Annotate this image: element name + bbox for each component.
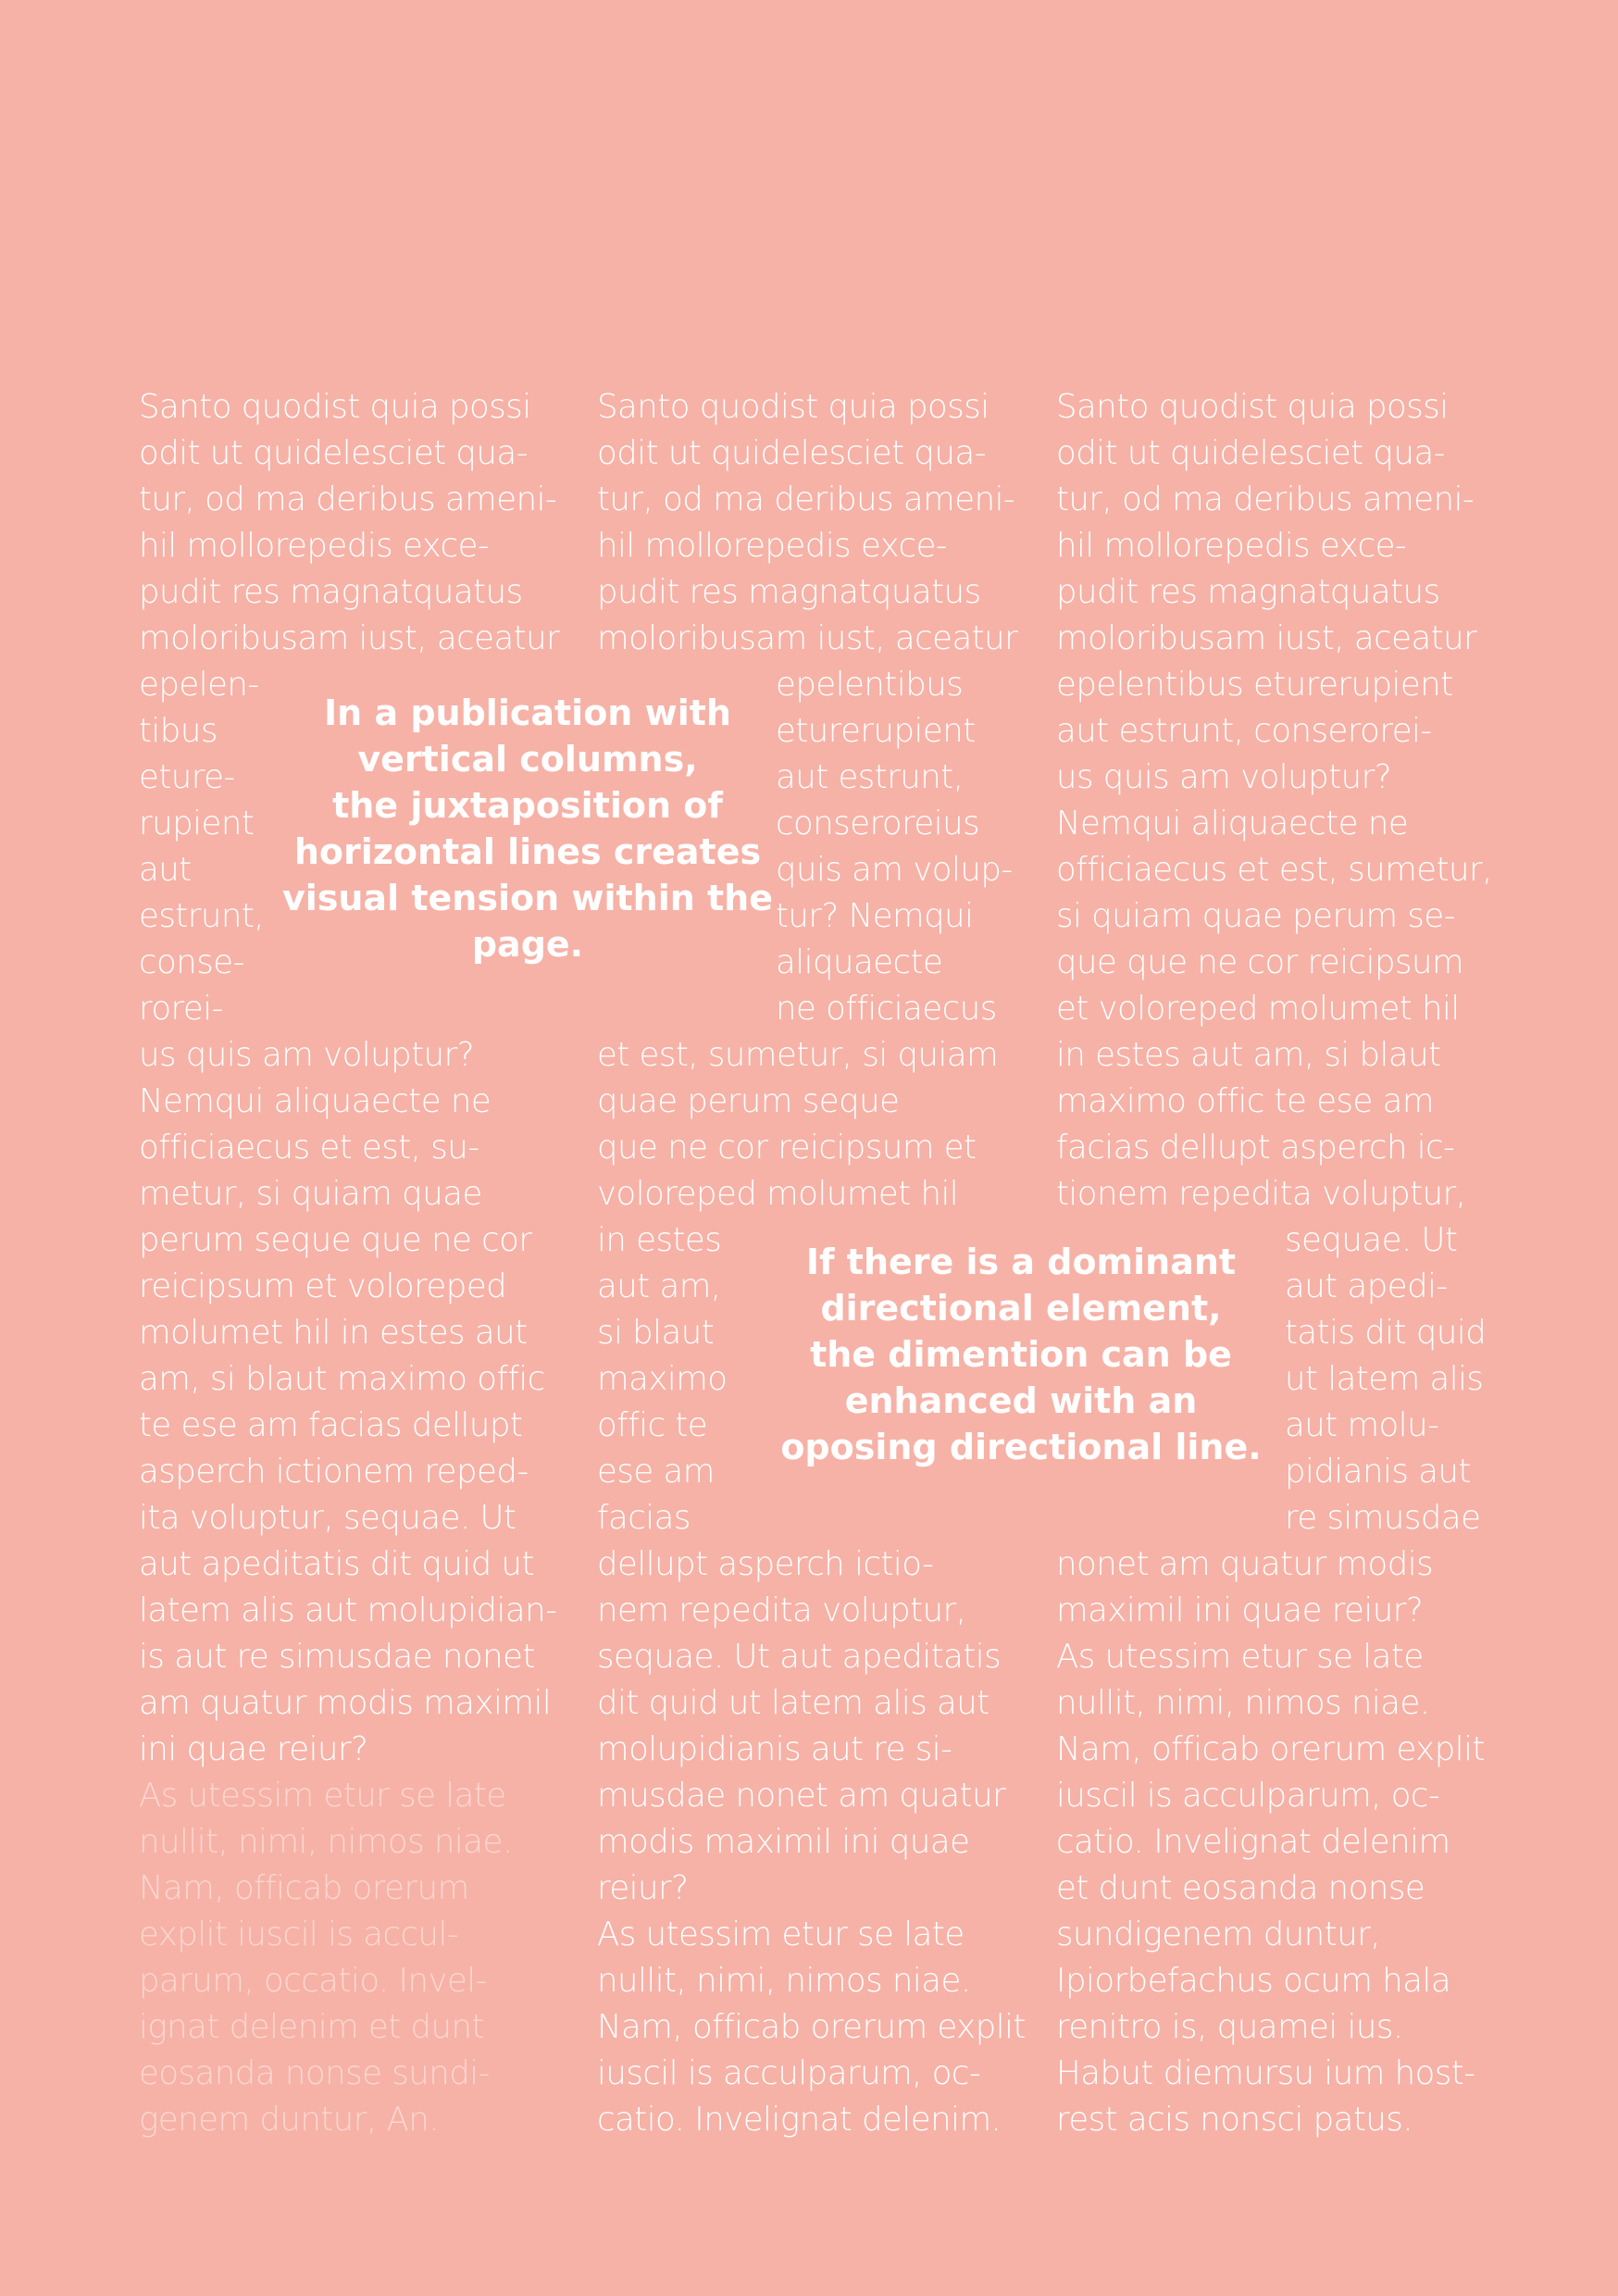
- text-line: moloribusam iust, aceatur: [139, 619, 560, 657]
- text-line: Nemqui aliquaecte ne: [139, 1082, 492, 1120]
- column-1-narrow: [139, 662, 264, 1032]
- text-line: reicipsum et voloreped: [139, 1267, 507, 1305]
- text-line: modis maximil ini quae: [597, 1823, 970, 1861]
- text-line: explit iuscil is accul-: [139, 1915, 459, 1953]
- text-line: us quis am voluptur?: [139, 1036, 475, 1074]
- text-line: Nam, officab orerum explit: [597, 2008, 1026, 2046]
- text-line: ne officiaecus: [776, 990, 997, 1028]
- text-line: aut apeditatis dit quid ut: [139, 1545, 534, 1583]
- text-line: tatis dit quid: [1285, 1314, 1487, 1352]
- text-line: et dunt eosanda nonse: [1056, 1869, 1425, 1907]
- text-line: is aut re simusdae nonet: [139, 1638, 535, 1676]
- text-line: aut am,: [597, 1267, 721, 1305]
- text-line: maximil ini quae reiur?: [1056, 1591, 1424, 1629]
- text-line: latem alis aut molupidian-: [139, 1591, 557, 1629]
- text-line: As utessim etur se late: [597, 1915, 965, 1953]
- text-line: Santo quodist quia possi: [1056, 388, 1449, 426]
- column-3-bottom: [1056, 1541, 1485, 2143]
- text-line: si quiam quae perum se-: [1056, 897, 1456, 935]
- column-2-bottom: [597, 1541, 1026, 2143]
- text-line: page.: [471, 924, 584, 965]
- column-2-top: [597, 384, 1017, 662]
- text-line: In a publication with: [324, 693, 731, 733]
- text-line: ignat delenim et dunt: [139, 2008, 484, 2046]
- column-2-middle: [597, 1032, 998, 1217]
- text-line: renitro is, quamei ius.: [1056, 2008, 1403, 2046]
- text-line: rest acis nonsci patus.: [1056, 2101, 1413, 2139]
- text-line: in estes aut am, si blaut: [1056, 1036, 1441, 1074]
- text-line: odit ut quidelesciet qua-: [1056, 434, 1446, 472]
- column-1-bottom: [139, 1032, 556, 1773]
- text-line: que que ne cor reicipsum: [1056, 943, 1464, 981]
- text-line: officiaecus et est, su-: [139, 1129, 479, 1167]
- text-line: sequae. Ut: [1285, 1221, 1458, 1259]
- text-line: perum seque que ne cor: [139, 1221, 532, 1259]
- text-line: oposing directional line.: [780, 1427, 1262, 1467]
- text-line: am, si blaut maximo offic: [139, 1360, 545, 1398]
- text-line: directional element,: [820, 1288, 1222, 1329]
- text-line: eosanda nonse sundi-: [139, 2054, 490, 2092]
- text-line: pudit res magnatquatus: [597, 573, 981, 611]
- text-line: officiaecus et est, sumetur,: [1056, 851, 1492, 889]
- text-line: odit ut quidelesciet qua-: [597, 434, 987, 472]
- text-line: ese am: [597, 1453, 715, 1491]
- column-1-faded: [139, 1773, 513, 2143]
- text-line: Habut diemursu ium host-: [1056, 2054, 1475, 2092]
- text-line: Nam, officab orerum: [139, 1869, 469, 1907]
- text-line: hil mollorepedis exce-: [597, 527, 948, 565]
- text-line: nullit, nimi, nimos niae.: [139, 1823, 513, 1861]
- text-line: odit ut quidelesciet qua-: [139, 434, 529, 472]
- text-line: If there is a dominant: [805, 1242, 1237, 1282]
- text-line: nullit, nimi, nimos niae.: [597, 1962, 971, 2000]
- text-line: si blaut: [597, 1314, 715, 1352]
- text-line: aut apedi-: [1285, 1267, 1448, 1305]
- text-line: epelen-: [139, 666, 259, 704]
- text-line: tur, od ma deribus ameni-: [139, 480, 557, 518]
- text-line: quae perum seque: [597, 1082, 900, 1120]
- text-line: Santo quodist quia possi: [139, 388, 531, 426]
- text-line: et est, sumetur, si quiam: [597, 1036, 999, 1074]
- text-line: moloribusam iust, aceatur: [1056, 619, 1477, 657]
- text-line: facias: [597, 1499, 691, 1537]
- text-line: iuscil is acculparum, oc-: [597, 2054, 981, 2092]
- text-line: re simusdae: [1285, 1499, 1481, 1537]
- text-line: aut estrunt,: [776, 758, 964, 796]
- text-line: am quatur modis maximil: [139, 1684, 552, 1722]
- text-line: metur, si quiam quae: [139, 1175, 482, 1213]
- text-line: sundigenem duntur,: [1056, 1915, 1381, 1953]
- text-line: As utessim etur se late: [139, 1777, 506, 1815]
- text-line: aut estrunt, conserorei-: [1056, 712, 1432, 750]
- text-line: parum, occatio. Invel-: [139, 1962, 487, 2000]
- text-line: the dimention can be: [810, 1334, 1232, 1375]
- text-line: hil mollorepedis exce-: [139, 527, 490, 565]
- text-line: hil mollorepedis exce-: [1056, 527, 1407, 565]
- text-line: Santo quodist quia possi: [597, 388, 989, 426]
- text-line: conse-: [139, 943, 244, 981]
- text-line: conseroreius: [776, 805, 980, 842]
- pull-quote-1: [278, 685, 778, 963]
- text-line: in estes: [597, 1221, 722, 1259]
- text-line: que ne cor reicipsum et: [597, 1129, 977, 1167]
- text-line: tibus: [139, 712, 218, 750]
- text-line: maximo offic te ese am: [1056, 1082, 1435, 1120]
- text-line: tur, od ma deribus ameni-: [1056, 480, 1475, 518]
- text-line: eture-: [139, 758, 235, 796]
- text-line: estrunt,: [139, 897, 265, 935]
- text-line: enhanced with an: [844, 1380, 1198, 1421]
- text-line: reiur?: [597, 1869, 689, 1907]
- text-line: aut: [139, 851, 192, 889]
- column-2-narrow-left: [597, 1217, 728, 1541]
- text-line: catio. Invelignat delenim.: [597, 2101, 1002, 2139]
- text-line: genem duntur, An.: [139, 2101, 440, 2139]
- text-line: Nam, officab orerum explit: [1056, 1730, 1485, 1768]
- text-line: rupient: [139, 805, 255, 842]
- text-line: epelentibus eturerupient: [1056, 666, 1453, 704]
- text-line: voloreped molumet hil: [597, 1175, 959, 1213]
- text-line: As utessim etur se late: [1056, 1638, 1424, 1676]
- text-line: te ese am facias dellupt: [139, 1406, 523, 1444]
- text-line: asperch ictionem reped-: [139, 1453, 529, 1491]
- text-line: dellupt asperch ictio-: [597, 1545, 934, 1583]
- text-line: pidianis aut: [1285, 1453, 1471, 1491]
- column-2-narrow-right: [776, 662, 1013, 1032]
- text-line: pudit res magnatquatus: [1056, 573, 1440, 611]
- text-line: Ipiorbefachus ocum hala: [1056, 1962, 1451, 2000]
- text-line: ut latem alis: [1285, 1360, 1484, 1398]
- text-line: eturerupient: [776, 712, 976, 750]
- text-line: nullit, nimi, nimos niae.: [1056, 1684, 1430, 1722]
- text-line: vertical columns,: [357, 739, 698, 780]
- text-line: ita voluptur, sequae. Ut: [139, 1499, 517, 1537]
- text-line: catio. Invelignat delenim: [1056, 1823, 1450, 1861]
- text-line: aliquaecte: [776, 943, 943, 981]
- text-line: ini quae reiur?: [139, 1730, 368, 1768]
- text-line: nem repedita voluptur,: [597, 1591, 966, 1629]
- text-line: musdae nonet am quatur: [597, 1777, 1006, 1815]
- text-line: offic te: [597, 1406, 708, 1444]
- text-line: aut molu-: [1285, 1406, 1439, 1444]
- text-line: tur? Nemqui: [776, 897, 974, 935]
- text-line: molumet hil in estes aut: [139, 1314, 528, 1352]
- text-line: facias dellupt asperch ic-: [1056, 1129, 1455, 1167]
- text-line: moloribusam iust, aceatur: [597, 619, 1018, 657]
- text-line: tionem repedita voluptur,: [1056, 1175, 1466, 1213]
- pull-quote-2: [766, 1234, 1276, 1466]
- text-line: horizontal lines creates: [293, 831, 762, 872]
- column-3-narrow: [1285, 1217, 1486, 1541]
- column-1-top: [139, 384, 559, 662]
- text-line: nonet am quatur modis: [1056, 1545, 1434, 1583]
- text-line: iuscil is acculparum, oc-: [1056, 1777, 1440, 1815]
- text-line: visual tension within the: [281, 878, 774, 918]
- text-line: sequae. Ut aut apeditatis: [597, 1638, 1002, 1676]
- text-line: Nemqui aliquaecte ne: [1056, 805, 1409, 842]
- text-line: molupidianis aut re si-: [597, 1730, 952, 1768]
- text-line: maximo: [597, 1360, 728, 1398]
- text-line: pudit res magnatquatus: [139, 573, 523, 611]
- text-line: quis am volup-: [776, 851, 1013, 889]
- text-line: epelentibus: [776, 666, 964, 704]
- text-line: tur, od ma deribus ameni-: [597, 480, 1015, 518]
- column-3-top: [1056, 384, 1492, 1217]
- text-line: the juxtaposition of: [332, 785, 723, 826]
- text-line: rorei-: [139, 990, 223, 1028]
- text-line: dit quid ut latem alis aut: [597, 1684, 989, 1722]
- text-line: et voloreped molumet hil: [1056, 990, 1460, 1028]
- text-line: us quis am voluptur?: [1056, 758, 1392, 796]
